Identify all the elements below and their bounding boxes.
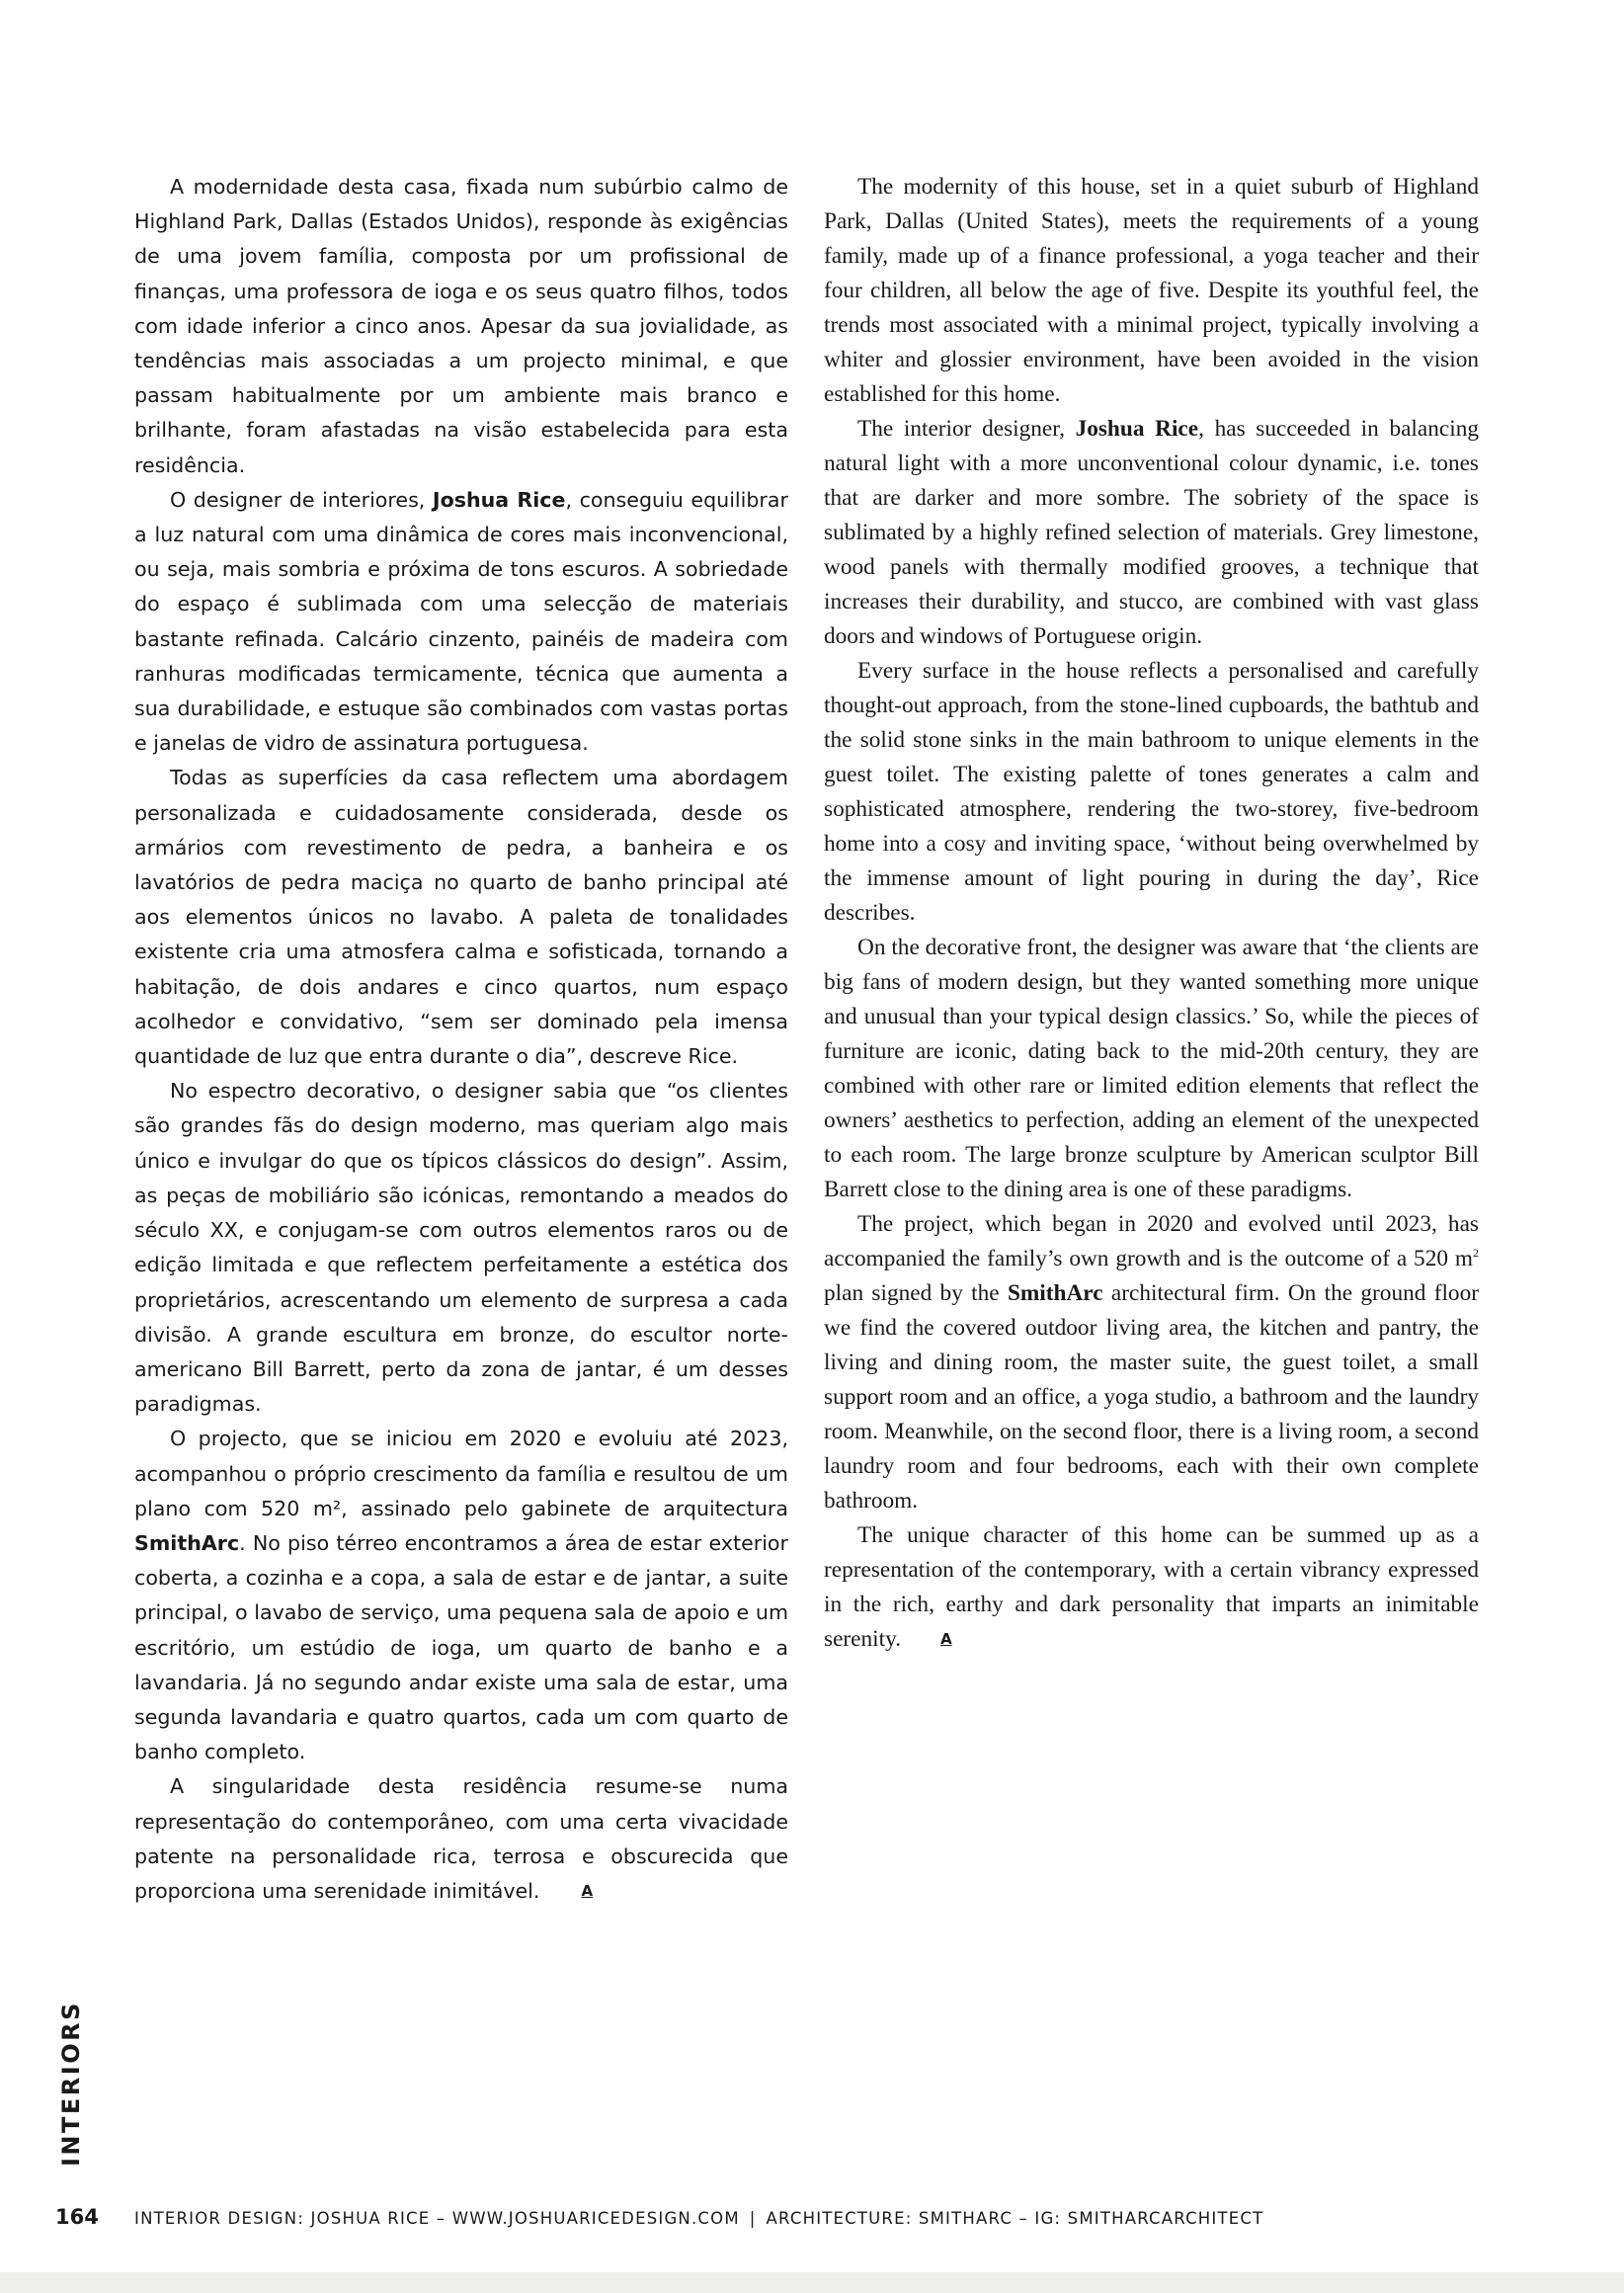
architecture-firm-name: SmithArc bbox=[134, 1530, 240, 1555]
en-p6-text: The unique character of this home can be summed up as a representation of the contemporary, with a certain vibrancy expressed in the rich, earthy and dark personality that imparts an inimitable serenity. bbox=[824, 1522, 1479, 1652]
end-mark-icon: A bbox=[581, 1881, 594, 1900]
en-p5-text-mid: plan signed by the bbox=[824, 1280, 1008, 1306]
pt-p5-text-pre: O projecto, que se iniciou em 2020 e evoluiu até 2023, acompanhou o próprio crescimento da família e resultou de um plano com 520 m², assinado pelo gabinete de arquitectura bbox=[134, 1427, 788, 1520]
en-paragraph-1: The modernity of this house, set in a quiet suburb of Highland Park, Dallas (United States), meets the requirements of a young family, made up of a finance professional, a yoga teacher and their four children, all below the age of five. Despite its youthful feel, the trends most associated with a minimal project, typically involving a whiter and glossier environment, have been avoided in the vision established for this home. bbox=[824, 174, 1479, 407]
en-p5-text-pre: The project, which began in 2020 and evolved until 2023, has accompanied the family’s own growth and is the outcome of a 520 m bbox=[824, 1211, 1479, 1271]
pt-p2-text-post: , conseguiu equilibrar a luz natural com uma dinâmica de cores mais inconvencional, ou seja, mais sombria e próxima de tons escuros. A sobriedade do espaço é sublimada com uma selecção de materiais bastante refinada. Calcário cinzento, painéis de madeira com ranhuras modificadas termicamente, técnica que aumenta a sua durabilidade, e estuque são combinados com vastas portas e janelas de vidro de assinatura portuguesa. bbox=[134, 487, 788, 756]
en-p5-text-post: architectural firm. On the ground floor we find the covered outdoor living area, the kitchen and pantry, the living and dining room, the master suite, the guest toilet, a small support room and an office, a yoga studio, a bathroom and the laundry room. Meanwhile, on the second floor, there is a living room, a second laundry room and four bedrooms, each with their own complete bathroom. bbox=[824, 1280, 1479, 1514]
english-column bbox=[824, 170, 1479, 1657]
credits-separator: | bbox=[749, 2209, 757, 2228]
en-paragraph-4: On the decorative front, the designer was aware that ‘the clients are big fans of modern design, but they wanted something more unique and unusual than your typical design classics.’ So, while the pieces of furniture are iconic, dating back to the mid-20th century, they are combined with other rare or limited edition elements that reflect the owners’ aesthetics to perfection, adding an element of the unexpected to each room. The large bronze sculpture by American sculptor Bill Barrett close to the dining area is one of these paradigms. bbox=[824, 935, 1479, 1202]
pt-p2-text-pre: O designer de interiores, bbox=[170, 487, 433, 512]
en-paragraph-2 bbox=[824, 412, 1479, 654]
interior-design-credit: INTERIOR DESIGN: JOSHUA RICE – WWW.JOSHUARICEDESIGN.COM bbox=[134, 2209, 740, 2228]
page-number: 164 bbox=[55, 2205, 99, 2229]
pt-paragraph-5 bbox=[134, 1422, 788, 1769]
en-paragraph-5 bbox=[824, 1207, 1479, 1518]
end-mark-icon: A bbox=[940, 1630, 952, 1648]
pt-p5-text-post: . No piso térreo encontramos a área de estar exterior coberta, a cozinha e a copa, a sala de estar e de jantar, a suite principal, o lavabo de serviço, uma pequena sala de apoio e um escritório, um estúdio de ioga, um quarto de banho e a lavandaria. Já no segundo andar existe uma sala de estar, uma segunda lavandaria e quatro quartos, cada um com quarto de banho completo. bbox=[134, 1530, 788, 1764]
portuguese-column bbox=[134, 170, 788, 1909]
section-label: INTERIORS bbox=[57, 2001, 85, 2167]
page-bottom-edge bbox=[0, 2272, 1624, 2293]
area-superscript: 2 bbox=[1473, 1246, 1479, 1260]
en-paragraph-3: Every surface in the house reflects a personalised and carefully thought-out approach, from the stone-lined cupboards, the bathtub and the solid stone sinks in the main bathroom to unique elements in the guest toilet. The existing palette of tones generates a calm and sophisticated atmosphere, rendering the two-storey, five-bedroom home into a cosy and inviting space, ‘without being overwhelmed by the immense amount of light pouring in during the day’, Rice describes. bbox=[824, 658, 1479, 926]
en-paragraph-6 bbox=[824, 1518, 1479, 1657]
architecture-firm-name: SmithArc bbox=[1007, 1280, 1103, 1306]
designer-name: Joshua Rice bbox=[432, 487, 566, 512]
en-p2-text-post: , has succeeded in balancing natural light with a more unconventional colour dynamic, i.e. tones that are darker and more sombre. The sobriety of the space is sublimated by a highly refined selection of materials. Grey limestone, wood panels with thermally modified grooves, a technique that increases their durability, and stucco, are combined with vast glass doors and windows of Portuguese origin. bbox=[824, 416, 1479, 649]
pt-paragraph-3: Todas as superfícies da casa reflectem uma abordagem personalizada e cuidadosamente considerada, desde os armários com revestimento de pedra, a banheira e os lavatórios de pedra maciça no quarto de banho principal até aos elementos únicos no lavabo. A paleta de tonalidades existente cria uma atmosfera calma e sofisticada, tornando a habitação, de dois andares e cinco quartos, num espaço acolhedor e convidativo, “sem ser dominado pela imensa quantidade de luz que entra durante o dia”, descreve Rice. bbox=[134, 766, 788, 1069]
en-p2-text-pre: The interior designer, bbox=[857, 416, 1076, 442]
architecture-credit: ARCHITECTURE: SMITHARC – IG: SMITHARCARCHITECT bbox=[766, 2209, 1264, 2228]
pt-paragraph-2 bbox=[134, 483, 788, 762]
pt-paragraph-6 bbox=[134, 1769, 788, 1909]
pt-paragraph-1: A modernidade desta casa, fixada num subúrbio calmo de Highland Park, Dallas (Estados Unidos), responde às exigências de uma jovem família, composta por um profissional de finanças, uma professora de ioga e os seus quatro filhos, todos com idade inferior a cinco anos. Apesar da sua jovialidade, as tendências mais associadas a um projecto minimal, e que passam habitualmente por um ambiente mais branco e brilhante, foram afastadas na visão estabelecida para esta residência. bbox=[134, 175, 788, 477]
credits-footer bbox=[134, 2209, 1263, 2228]
designer-name: Joshua Rice bbox=[1075, 416, 1199, 442]
pt-p6-text: A singularidade desta residência resume-se numa representação do contemporâneo, com uma certa vivacidade patente na personalidade rica, terrosa e obscurecida que proporciona uma serenidade inimitável. bbox=[134, 1774, 788, 1903]
pt-paragraph-4: No espectro decorativo, o designer sabia que “os clientes são grandes fãs do design moderno, mas queriam algo mais único e invulgar do que os típicos clássicos do design”. Assim, as peças de mobiliário são icónicas, remontando a meados do século XX, e conjugam-se com outros elementos raros ou de edição limitada e que reflectem perfeitamente a estética dos proprietários, acrescentando um elemento de surpresa a cada divisão. A grande escultura em bronze, do escultor norte-americano Bill Barrett, perto da zona de jantar, é um desses paradigmas. bbox=[134, 1079, 788, 1417]
